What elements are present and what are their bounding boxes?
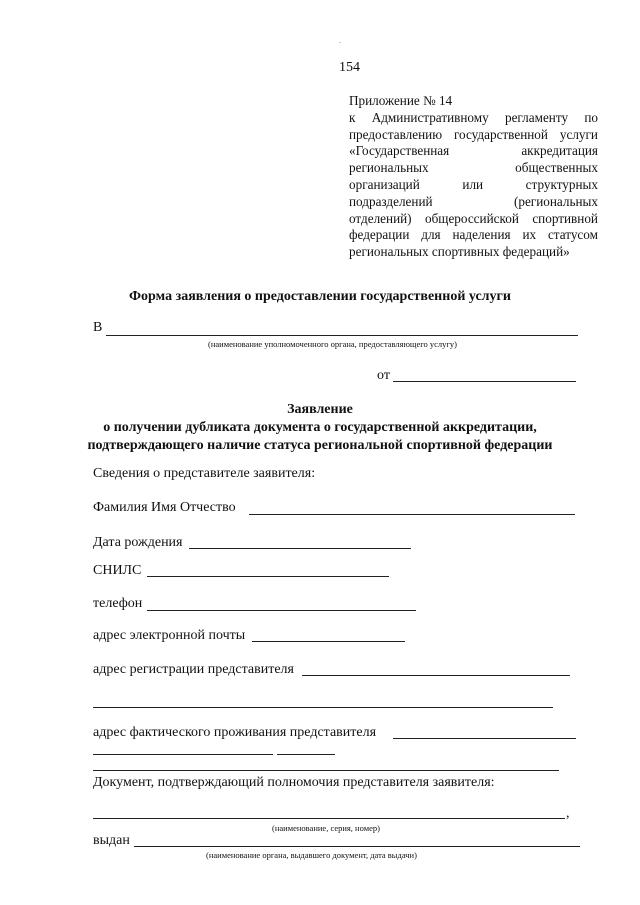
- appendix-word: общероссийской: [425, 210, 519, 226]
- to-caption: (наименование уполномоченного органа, предоставляющего услугу): [208, 339, 457, 349]
- appendix-word: региональных спортивных федераций»: [349, 244, 570, 260]
- appendix-line: [349, 127, 598, 144]
- statement-title: [0, 401, 640, 455]
- reg-address-field-2[interactable]: [93, 707, 553, 708]
- appendix-word: по: [584, 109, 598, 125]
- statement-title-line2: о получении дубликата документа о государственной аккредитации,: [103, 420, 537, 435]
- appendix-word: услуги: [559, 126, 598, 142]
- doc-label: Документ, подтверждающий полномочия представителя заявителя:: [93, 775, 495, 790]
- statement-title-main: Заявление: [287, 402, 353, 417]
- appendix-word: к: [349, 109, 356, 125]
- issued-label: выдан: [93, 833, 130, 848]
- from-field[interactable]: [393, 381, 576, 382]
- statement-title-line3: подтверждающего наличие статуса региональной спортивной федерации: [87, 438, 553, 453]
- appendix-word: организаций: [349, 176, 420, 192]
- appendix-word: спортивной: [532, 210, 598, 226]
- issued-caption: (наименование органа, выдавшего документ, дата выдачи): [206, 850, 417, 860]
- appendix-word: федерации: [349, 227, 410, 243]
- appendix-word: общественных: [515, 160, 598, 176]
- fact-address-field-2b[interactable]: [277, 754, 335, 755]
- birth-field[interactable]: [189, 548, 411, 549]
- scan-dot: .: [339, 36, 341, 45]
- appendix-word: аккредитация: [521, 143, 598, 159]
- appendix-word: структурных: [525, 176, 598, 192]
- reg-address-field[interactable]: [302, 675, 570, 676]
- appendix-block: [349, 93, 598, 261]
- appendix-word: или: [462, 176, 484, 192]
- doc-field[interactable]: [93, 818, 565, 819]
- appendix-line: [349, 177, 598, 194]
- issued-field[interactable]: [134, 846, 580, 847]
- appendix-line: [349, 143, 598, 160]
- appendix-word: подразделений: [349, 193, 433, 209]
- to-label: В: [93, 320, 103, 335]
- appendix-word: регламенту: [504, 109, 569, 125]
- appendix-line: [349, 211, 598, 228]
- phone-label: телефон: [93, 596, 143, 611]
- snils-label: СНИЛС: [93, 563, 142, 578]
- appendix-line: [349, 194, 598, 211]
- appendix-line: [349, 160, 598, 177]
- fact-address-field-3[interactable]: [93, 770, 559, 771]
- appendix-line: [349, 93, 598, 110]
- appendix-word: Приложение № 14: [349, 93, 453, 108]
- fio-field[interactable]: [249, 514, 575, 515]
- appendix-line: [349, 110, 598, 127]
- appendix-word: наделения: [452, 227, 511, 243]
- appendix-word: их: [522, 227, 537, 243]
- appendix-word: статусом: [547, 227, 598, 243]
- appendix-word: (региональных: [513, 193, 598, 209]
- form-title: Форма заявления о предоставлении государственной услуги: [129, 289, 511, 304]
- from-label: от: [377, 368, 390, 383]
- appendix-word: государственной: [453, 126, 548, 142]
- birth-label: Дата рождения: [93, 535, 183, 550]
- page-number: 154: [339, 60, 360, 75]
- fact-address-label: адрес фактического проживания представителя: [93, 725, 377, 740]
- appendix-word: региональных: [349, 160, 429, 176]
- appendix-word: отделений): [349, 210, 412, 226]
- doc-comma: ,: [566, 806, 570, 821]
- section-label: Сведения о представителе заявителя:: [93, 466, 316, 481]
- email-label: адрес электронной почты: [93, 628, 246, 643]
- appendix-word: предоставлению: [349, 126, 443, 142]
- to-recipient-field[interactable]: [106, 335, 578, 336]
- appendix-word: для: [421, 227, 441, 243]
- phone-field[interactable]: [147, 610, 416, 611]
- appendix-line: [349, 244, 598, 261]
- reg-address-label: адрес регистрации представителя: [93, 662, 294, 677]
- snils-field[interactable]: [147, 576, 389, 577]
- appendix-word: «Государственная: [349, 143, 450, 159]
- doc-caption: (наименование, серия, номер): [272, 823, 380, 833]
- appendix-word: Административному: [371, 109, 489, 125]
- fio-label: Фамилия Имя Отчество: [93, 500, 236, 515]
- email-field[interactable]: [252, 641, 405, 642]
- fact-address-field[interactable]: [393, 738, 576, 739]
- appendix-line: [349, 227, 598, 244]
- fact-address-field-2a[interactable]: [93, 754, 273, 755]
